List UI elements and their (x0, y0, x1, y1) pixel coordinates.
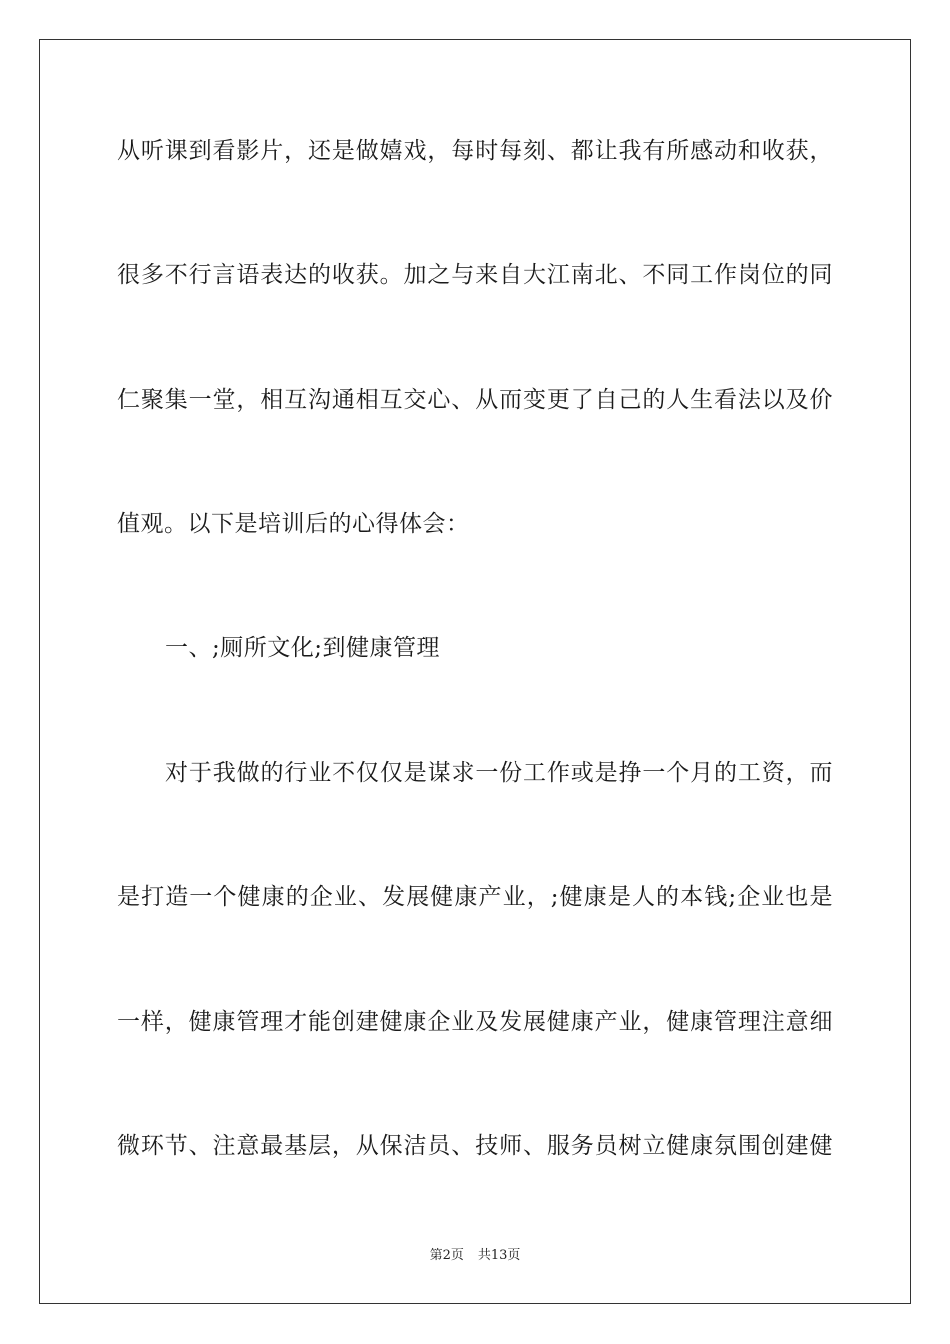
body-text-line: 对于我做的行业不仅仅是谋求一份工作或是挣一个月的工资，而 (165, 760, 833, 786)
page-border (39, 39, 911, 1304)
page-count: 共13页 (477, 1248, 521, 1263)
page-number: 第2页 (429, 1248, 464, 1263)
body-text-line: 是打造一个健康的企业、发展健康产业，;健康是人的本钱;企业也是 (117, 884, 833, 910)
body-text-line: 值观。以下是培训后的心得体会： (117, 511, 470, 537)
body-text-line: 仁聚集一堂，相互沟通相互交心、从而变更了自己的人生看法以及价 (117, 387, 833, 413)
section-heading: 一、;厕所文化;到健康管理 (165, 635, 440, 661)
body-text-line: 一样，健康管理才能创建健康企业及发展健康产业，健康管理注意细 (117, 1009, 833, 1035)
body-text-line: 微环节、注意最基层，从保洁员、技师、服务员树立健康氛围创建健 (117, 1133, 833, 1159)
body-text-line: 很多不行言语表达的收获。加之与来自大江南北、不同工作岗位的同 (117, 262, 833, 288)
page-footer (0, 1247, 950, 1265)
body-text-line: 从听课到看影片，还是做嬉戏，每时每刻、都让我有所感动和收获， (117, 138, 833, 164)
